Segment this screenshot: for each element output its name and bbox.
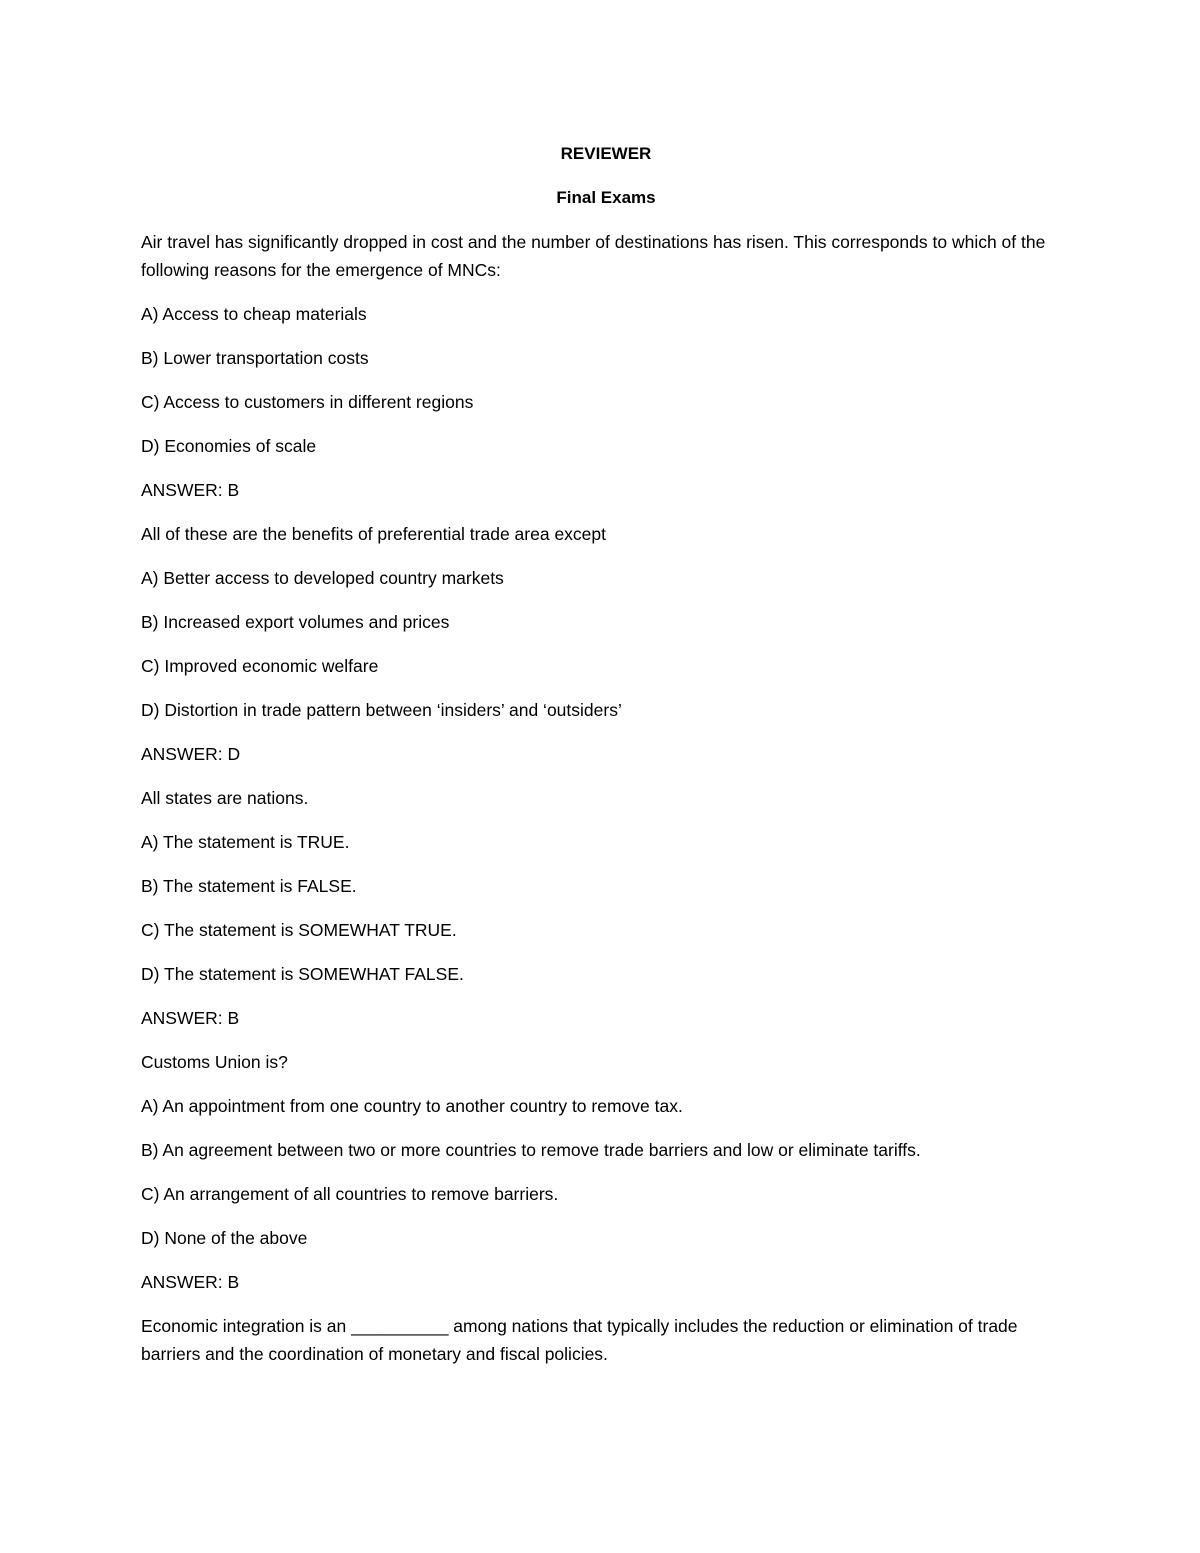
question-3-option-c: C) The statement is SOMEWHAT TRUE.: [141, 920, 457, 940]
question-1-option-b: B) Lower transportation costs: [141, 348, 369, 368]
question-2-text: All of these are the benefits of preferential trade area except: [141, 524, 607, 544]
question-5-text: Economic integration is an __________ among nations that typically includes the reduction or elimination of trade barriers and the coordination of monetary and fiscal policies.: [141, 1316, 1018, 1364]
question-1-option-d: D) Economies of scale: [141, 436, 317, 456]
question-3-text: All states are nations.: [141, 788, 309, 808]
document-subtitle: Final Exams: [556, 188, 656, 207]
question-1-answer: ANSWER: B: [141, 480, 240, 500]
question-4-text: Customs Union is?: [141, 1052, 288, 1072]
question-4-option-d: D) None of the above: [141, 1228, 308, 1248]
document-page: [141, 140, 1071, 1384]
question-3-option-d: D) The statement is SOMEWHAT FALSE.: [141, 964, 464, 984]
question-3-option-a: A) The statement is TRUE.: [141, 832, 350, 852]
question-2-option-d: D) Distortion in trade pattern between ‘insiders’ and ‘outsiders’: [141, 700, 622, 720]
question-4-option-b: B) An agreement between two or more countries to remove trade barriers and low or eliminate tariffs.: [141, 1140, 921, 1160]
question-1-option-c: C) Access to customers in different regions: [141, 392, 474, 412]
question-4-answer: ANSWER: B: [141, 1272, 240, 1292]
question-1-option-a: A) Access to cheap materials: [141, 304, 367, 324]
question-2-answer: ANSWER: D: [141, 744, 241, 764]
question-2-option-a: A) Better access to developed country markets: [141, 568, 504, 588]
question-2-option-c: C) Improved economic welfare: [141, 656, 379, 676]
question-1-text: Air travel has significantly dropped in cost and the number of destinations has risen. This corresponds to which of the following reasons for the emergence of MNCs:: [141, 232, 1046, 280]
question-3-option-b: B) The statement is FALSE.: [141, 876, 357, 896]
question-4-option-a: A) An appointment from one country to another country to remove tax.: [141, 1096, 683, 1116]
document-title: REVIEWER: [560, 144, 652, 163]
question-2-option-b: B) Increased export volumes and prices: [141, 612, 450, 632]
question-3-answer: ANSWER: B: [141, 1008, 240, 1028]
question-4-option-c: C) An arrangement of all countries to remove barriers.: [141, 1184, 559, 1204]
